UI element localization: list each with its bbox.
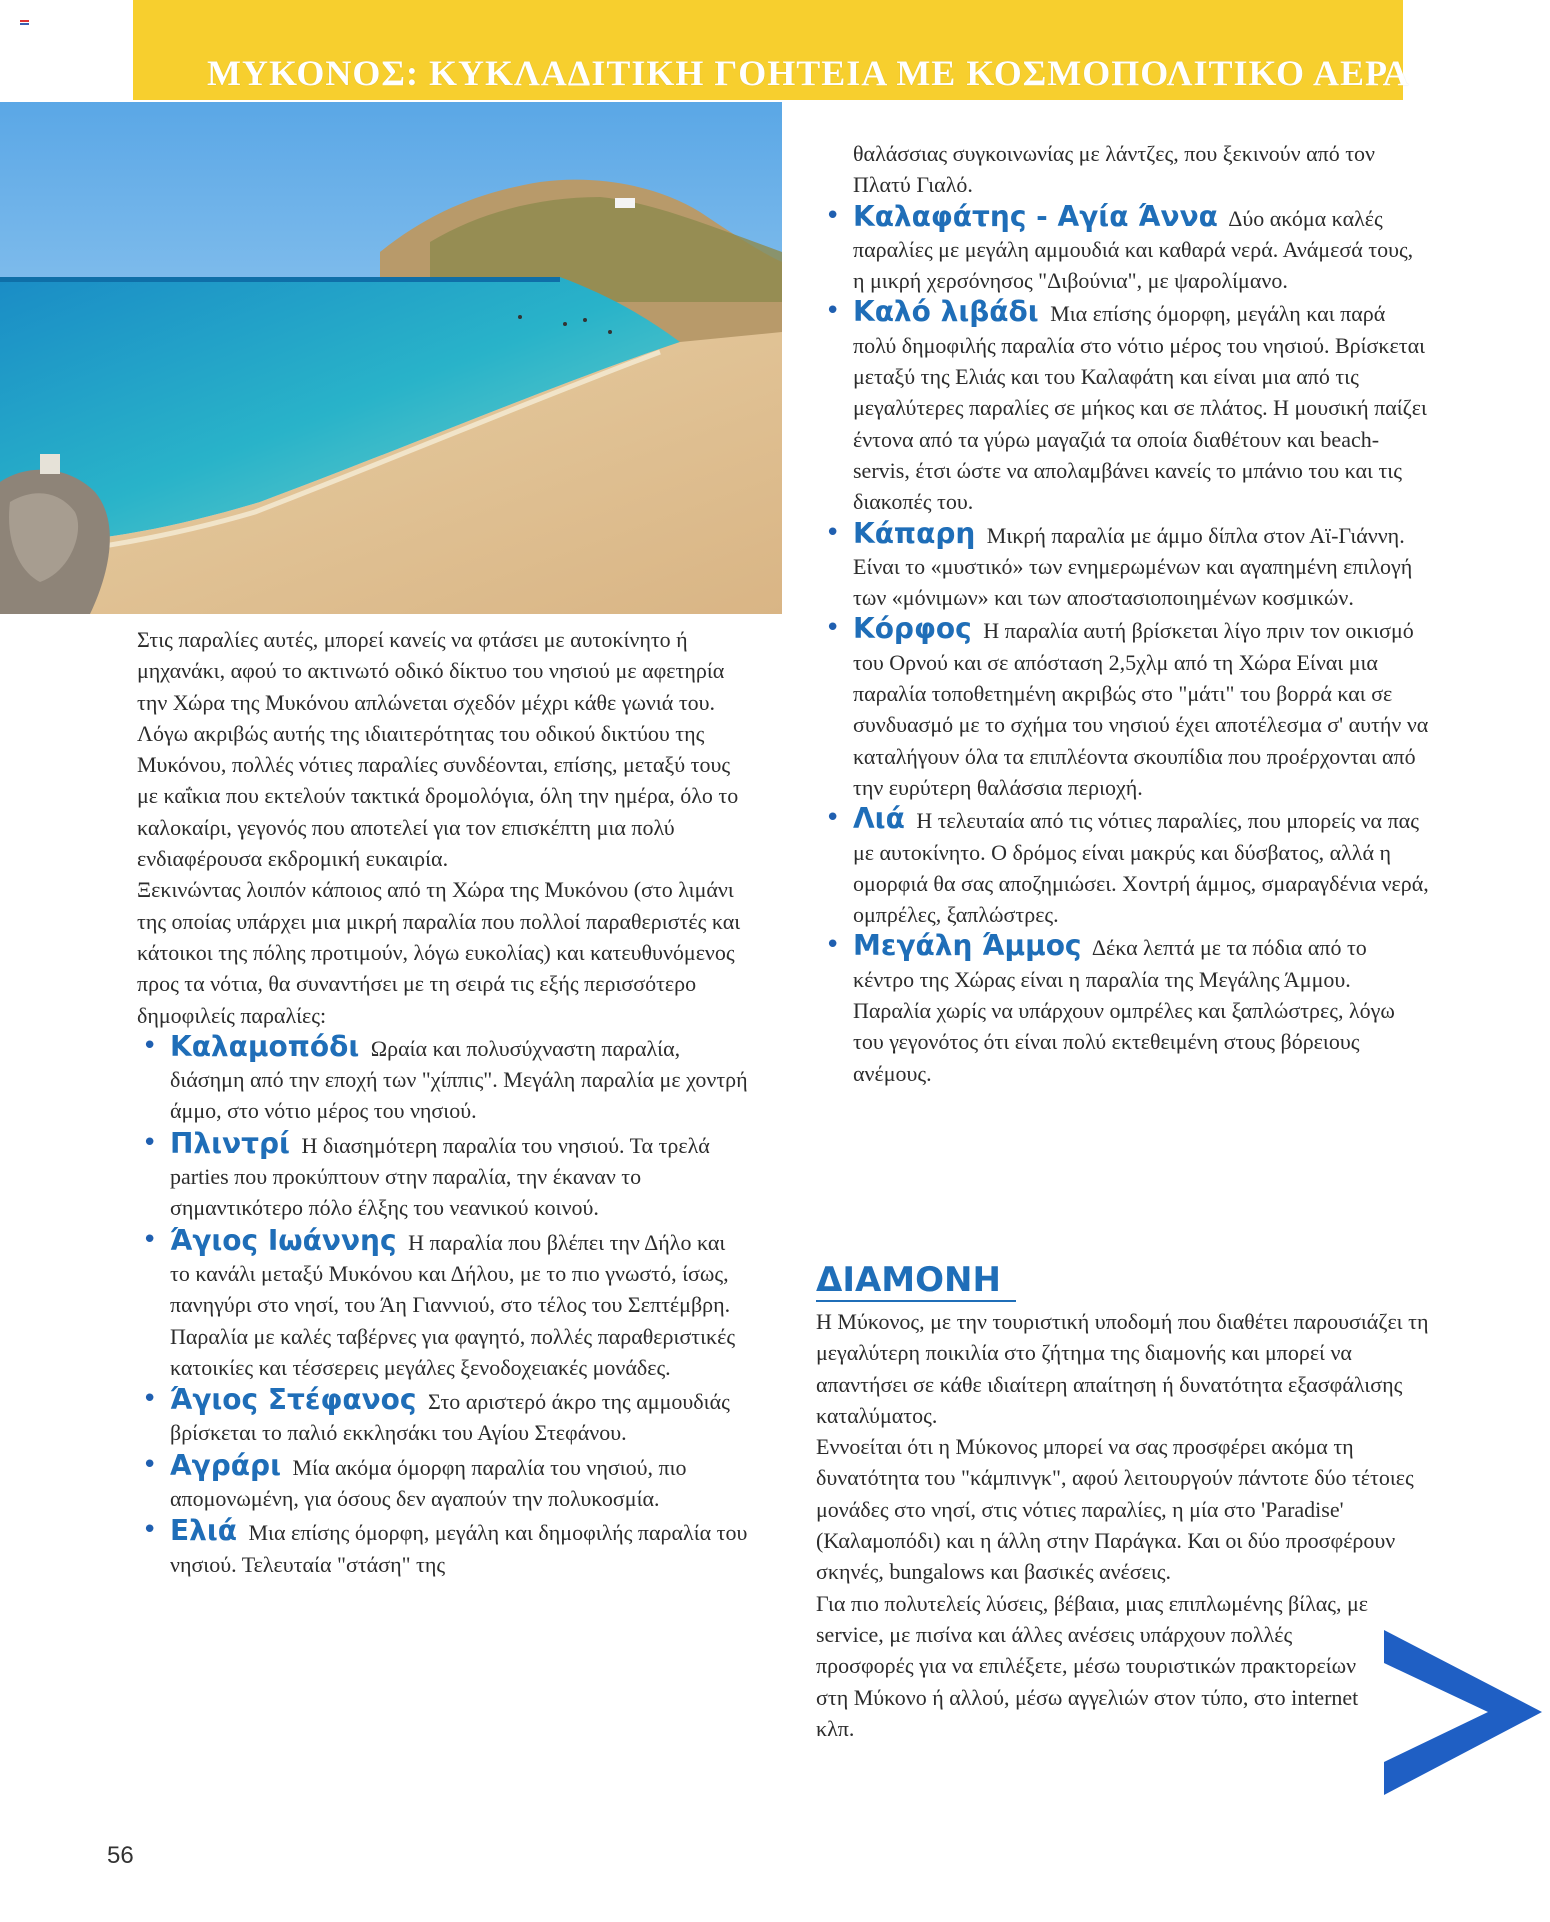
bullet-icon: • xyxy=(142,1224,158,1255)
chevron-right-icon[interactable] xyxy=(1378,1630,1548,1795)
corner-mark-icon xyxy=(20,20,29,27)
list-item xyxy=(137,1031,749,1127)
beach-name: Κόρφος xyxy=(853,612,972,646)
bullet-icon: • xyxy=(142,1127,158,1158)
beach-description: Δύο ακόμα καλές παραλίες με μεγάλη αμμουδιά και καθαρά νερά. Ανάμεσά τους, η μικρή χερσόνησος "Διβούνια", με ψαρολίμανο. xyxy=(853,205,1414,294)
stay-paragraph-3: Για πιο πολυτελείς λύσεις, βέβαια, μιας επιπλωμένης βίλας, με service, με πισίνα και άλλες ανέσεις υπάρχουν πολλές προσφορές για να επιλέξετε, μέσω τουριστικών πρακτορείων στη Μύκονο ή αλλού, μέσω αγγελιών στον τύπο, στο internet κλπ. xyxy=(816,1590,1369,1741)
beach-list-right xyxy=(820,201,1430,1089)
beach-name: Ελιά xyxy=(170,1514,237,1548)
continued-text: θαλάσσιας συγκοινωνίας με λάντζες, που ξεκινούν από τον Πλατύ Γιαλό. xyxy=(853,141,1375,198)
intro-paragraph-2: Ξεκινώντας λοιπόν κάποιος από τη Χώρα της Μυκόνου (στο λιμάνι της οποίας υπάρχει μια μικρή παραλία που πολλοί παραθεριστές και κάτοικοι της πόλης προτιμούν, λόγω ευκολίας) και κατευθυνόμενος προς τα νότια, θα συναντήσει με τη σειρά τις εξής περισσότερο δημοφιλείς παραλίες: xyxy=(137,877,741,1028)
list-item xyxy=(820,613,1430,803)
list-item xyxy=(137,1384,749,1449)
beach-name: Καλαφάτης - Αγία Άννα xyxy=(853,199,1218,233)
list-item xyxy=(137,1225,749,1383)
beach-description: Δέκα λεπτά με τα πόδια από το κέντρο της Χώρας είναι η παραλία της Μεγάλης Άμμου. Παραλία χωρίς να υπάρχουν ομπρέλες και ξαπλώστρες, λόγω του γεγονότος ότι είναι πολύ εκτεθειμένη στους βόρειους ανέμους. xyxy=(853,935,1395,1086)
left-column xyxy=(137,624,749,1580)
bullet-icon: • xyxy=(142,1384,158,1415)
stay-paragraph-1: Η Μύκονος, με την τουριστική υποδομή που διαθέτει παρουσιάζει τη μεγαλύτερη ποικιλία στο ζήτημα της διαμονής και μπορεί να απαντήσει σε κάθε ιδιαίτερη απαίτηση ή δυνατότητα εξασφάλισης καταλύματος. xyxy=(816,1309,1429,1428)
beach-name: Λιά xyxy=(853,802,905,836)
beach-description: Στο αριστερό άκρο της αμμουδιάς βρίσκεται το παλιό εκκλησάκι του Αγίου Στεφάνου. xyxy=(170,1389,730,1446)
beach-description: Μια επίσης όμορφη, μεγάλη και δημοφιλής παραλία του νησιού. Τελευταία "στάση" της xyxy=(170,1520,748,1577)
list-item xyxy=(137,1450,749,1515)
page-number: 56 xyxy=(107,1842,134,1869)
bullet-icon: • xyxy=(142,1515,158,1546)
right-column xyxy=(820,138,1430,1089)
bullet-icon: • xyxy=(825,613,841,644)
beach-list-left xyxy=(137,1031,749,1580)
beach-description: Η τελευταία από τις νότιες παραλίες, που μπορείς να πας με αυτοκίνητο. Ο δρόμος είναι μακρύς και δύσβατος, αλλά η ομορφιά θα σας αποζημιώσει. Χοντρή άμμος, σμαραγδένια νερά, ομπρέλες, ξαπλώστρες. xyxy=(853,808,1429,928)
beach-description: Ωραία και πολυσύχναστη παραλία, διάσημη από την εποχή των "χίππις". Μεγάλη παραλία με χοντρή άμμο, στο νότιο μέρος του νησιού. xyxy=(170,1035,748,1124)
title-banner xyxy=(133,0,1410,100)
beach-name: Άγιος Ιωάννης xyxy=(170,1223,397,1257)
bullet-icon: • xyxy=(825,803,841,834)
bullet-icon: • xyxy=(825,930,841,961)
list-item xyxy=(820,518,1430,614)
stay-section xyxy=(816,1260,1436,1744)
list-item xyxy=(820,296,1430,517)
beach-photo xyxy=(0,102,782,614)
bullet-icon: • xyxy=(825,200,841,231)
beach-description: Μια επίσης όμορφη, μεγάλη και παρά πολύ δημοφιλής παραλία στο νότιο μέρος του νησιού. Βρίσκεται μεταξύ της Ελιάς και του Καλαφάτη και είναι μια από τις μεγαλύτερες παραλίες σε μήκος και σε πλάτος. Η μουσική παίζει έντονα από τα γύρω μαγαζιά τα οποία διαθέτουν και beach-servis, έτσι ώστε να απολαμβάνει κανείς το μπάνιο του και τις διακοπές του. xyxy=(853,301,1427,515)
list-item xyxy=(820,930,1430,1088)
intro-paragraph-1: Στις παραλίες αυτές, μπορεί κανείς να φτάσει με αυτοκίνητο ή μηχανάκι, αφού το ακτινωτό οδικό δίκτυο του νησιού με αφετηρία την Χώρα της Μυκόνου απλώνεται σχεδόν μέχρι κάθε γωνιά του. Λόγω ακριβώς αυτής της ιδιαιτερότητας του οδικού δικτύου της Μυκόνου, πολλές νότιες παραλίες συνδέονται, επίσης, μεταξύ τους με καΐκια που εκτελούν τακτικά δρομολόγια, όλη την ημέρα, όλο το καλοκαίρι, γεγονός που αποτελεί για τον επισκέπτη μια πολύ ενδιαφέρουσα εκδρομική ευκαιρία. xyxy=(137,627,739,872)
page-title: ΜΥΚΟΝΟΣ: ΚΥΚΛΑΔΙΤΙΚΗ ΓΟΗΤΕΙΑ ΜΕ ΚΟΣΜΟΠΟΛΙΤΙΚΟ ΑΕΡΑ xyxy=(207,53,1410,93)
beach-name: Καλαμοπόδι xyxy=(170,1029,360,1063)
list-item xyxy=(820,201,1430,297)
beach-name: Πλιντρί xyxy=(170,1126,290,1160)
heading-underline xyxy=(816,1300,1016,1302)
beach-name: Άγιος Στέφανος xyxy=(170,1383,417,1417)
beach-name: Μεγάλη Άμμος xyxy=(853,929,1082,963)
list-item xyxy=(820,803,1430,930)
beach-description: Η παραλία που βλέπει την Δήλο και το κανάλι μεταξύ Μυκόνου και Δήλου, με το πιο γνωστό, ίσως, πανηγύρι στο νησί, του Άη Γιαννιού, στο τέλος του Σεπτέμβρη. Παραλία με καλές ταβέρνες για φαγητό, πολλές παραθεριστικές κατοικίες και τέσσερεις μεγάλες ξενοδοχειακές μονάδες. xyxy=(170,1229,736,1380)
section-heading: ΔΙΑΜΟΝΗ xyxy=(816,1260,1001,1300)
beach-name: Κάπαρη xyxy=(853,516,976,550)
bullet-icon: • xyxy=(142,1449,158,1480)
beach-description: Η παραλία αυτή βρίσκεται λίγο πριν τον οικισμό του Ορνού και σε απόσταση 2,5χλμ από τη Χώρα Είναι μια παραλία τοποθετημένη ακριβώς στο "μάτι" του βορρά και σε συνδυασμό με το σχήμα του νησιού έχει αποτέλεσμα σ' αυτήν να καταλήγουν όλα τα επιπλέοντα σκουπίδια που προέρχονται από την ευρύτερη θαλάσσια περιοχή. xyxy=(853,618,1429,800)
beach-description: Μία ακόμα όμορφη παραλία του νησιού, πιο απομονωμένη, για όσους δεν αγαπούν την πολυκοσμία. xyxy=(170,1454,687,1512)
bullet-icon: • xyxy=(825,296,841,327)
beach-description: Μικρή παραλία με άμμο δίπλα στον Αϊ-Γιάννη. Είναι το «μυστικό» των ενημερωμένων και αγαπημένη επιλογή των «μόνιμων» και των αποστασιοποιημένων κοσμικών. xyxy=(853,522,1413,611)
list-item xyxy=(137,1128,749,1224)
list-item xyxy=(137,1515,749,1580)
beach-name: Αγράρι xyxy=(170,1448,281,1482)
stay-paragraph-2: Εννοείται ότι η Μύκονος μπορεί να σας προσφέρει ακόμα τη δυνατότητα του "κάμπινγκ", αφού λειτουργούν πάντοτε δύο τέτοιες μονάδες στο νησί, στις νότιες παραλίες, η μία στο 'Paradise' (Καλαμοπόδι) και η άλλη στην Παράγκα. Και οι δύο προσφέρουν σκηνές, bungalows και βασικές ανέσεις. xyxy=(816,1434,1414,1585)
bullet-icon: • xyxy=(142,1030,158,1061)
beach-name: Καλό λιβάδι xyxy=(853,295,1039,329)
beach-description: Η διασημότερη παραλία του νησιού. Τα τρελά parties που προκύπτουν στην παραλία, την έκαναν το σημαντικότερο πόλο έλξης του νεανικού κοινού. xyxy=(170,1132,710,1221)
bullet-icon: • xyxy=(825,517,841,548)
